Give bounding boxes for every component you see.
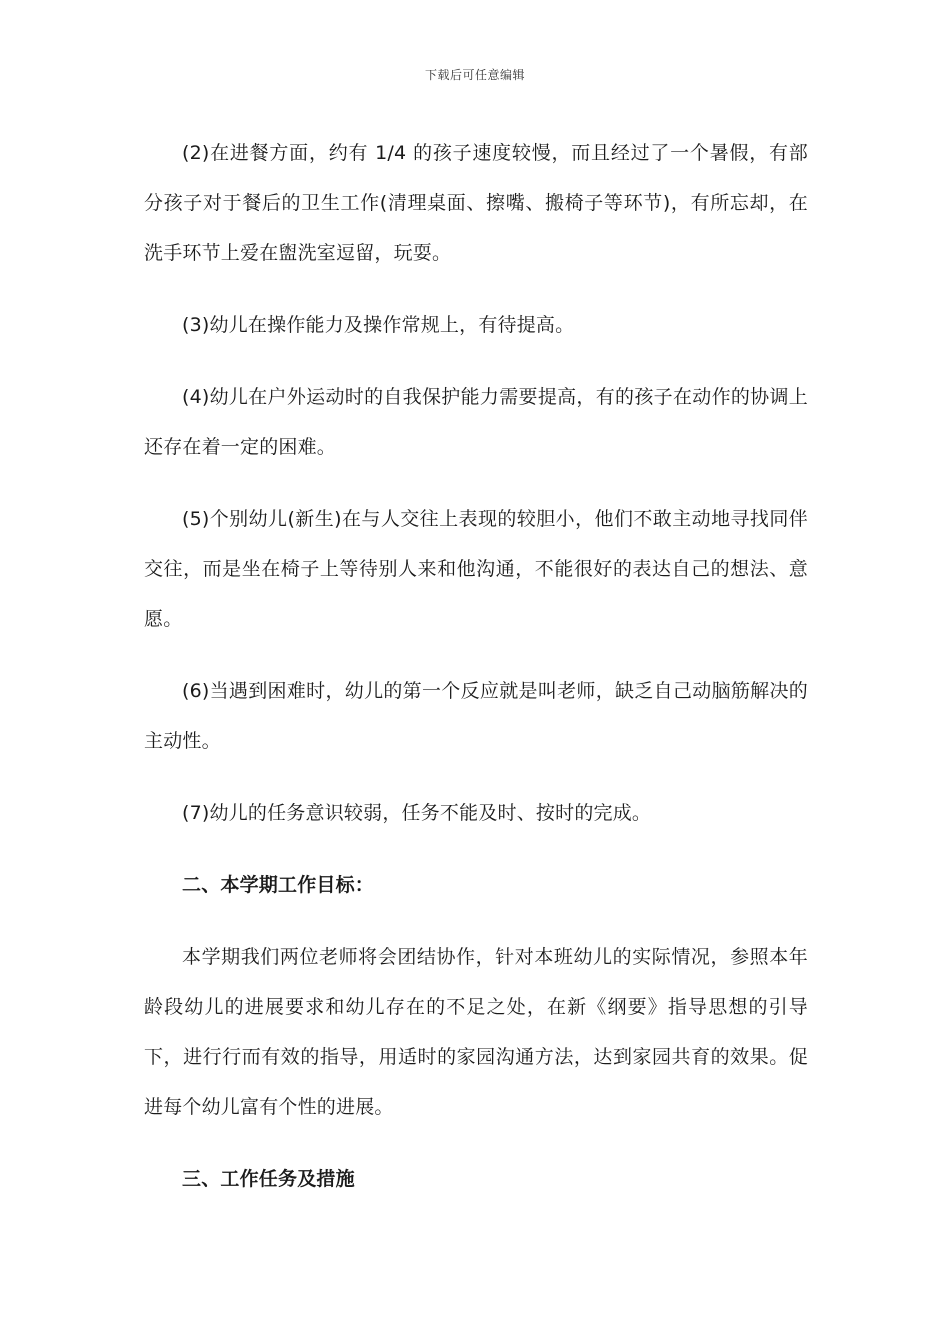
paragraph-item-3: (3)幼儿在操作能力及操作常规上，有待提高。 <box>182 314 575 336</box>
section-heading-goals: 二、本学期工作目标： <box>182 874 375 896</box>
document-body <box>144 128 808 1204</box>
section-body-goals: 本学期我们两位老师将会团结协作，针对本班幼儿的实际情况，参照本年龄段幼儿的进展要求和幼儿存在的不足之处，在新《纲要》指导思想的引导下，进行行而有效的指导，用适时的家园沟通方法，达到家园共育的效果。促进每个幼儿富有个性的进展。 <box>144 946 808 1118</box>
section-heading-tasks: 三、工作任务及措施 <box>182 1168 355 1190</box>
paragraph-item-7: (7)幼儿的任务意识较弱，任务不能及时、按时的完成。 <box>182 802 652 824</box>
paragraph-item-4: (4)幼儿在户外运动时的自我保护能力需要提高，有的孩子在动作的协调上还存在着一定的困难。 <box>144 386 808 458</box>
paragraph-item-2: (2)在进餐方面，约有 1/4 的孩子速度较慢，而且经过了一个暑假，有部分孩子对于餐后的卫生工作(清理桌面、擦嘴、搬椅子等环节)，有所忘却，在洗手环节上爱在盥洗室逗留，玩耍。 <box>144 142 808 264</box>
paragraph-item-6: (6)当遇到困难时，幼儿的第一个反应就是叫老师，缺乏自己动脑筋解决的主动性。 <box>144 680 808 752</box>
paragraph-item-5: (5)个别幼儿(新生)在与人交往上表现的较胆小，他们不敢主动地寻找同伴交往，而是坐在椅子上等待别人来和他沟通，不能很好的表达自己的想法、意愿。 <box>144 508 808 630</box>
page-header: 下载后可任意编辑 <box>424 68 525 82</box>
